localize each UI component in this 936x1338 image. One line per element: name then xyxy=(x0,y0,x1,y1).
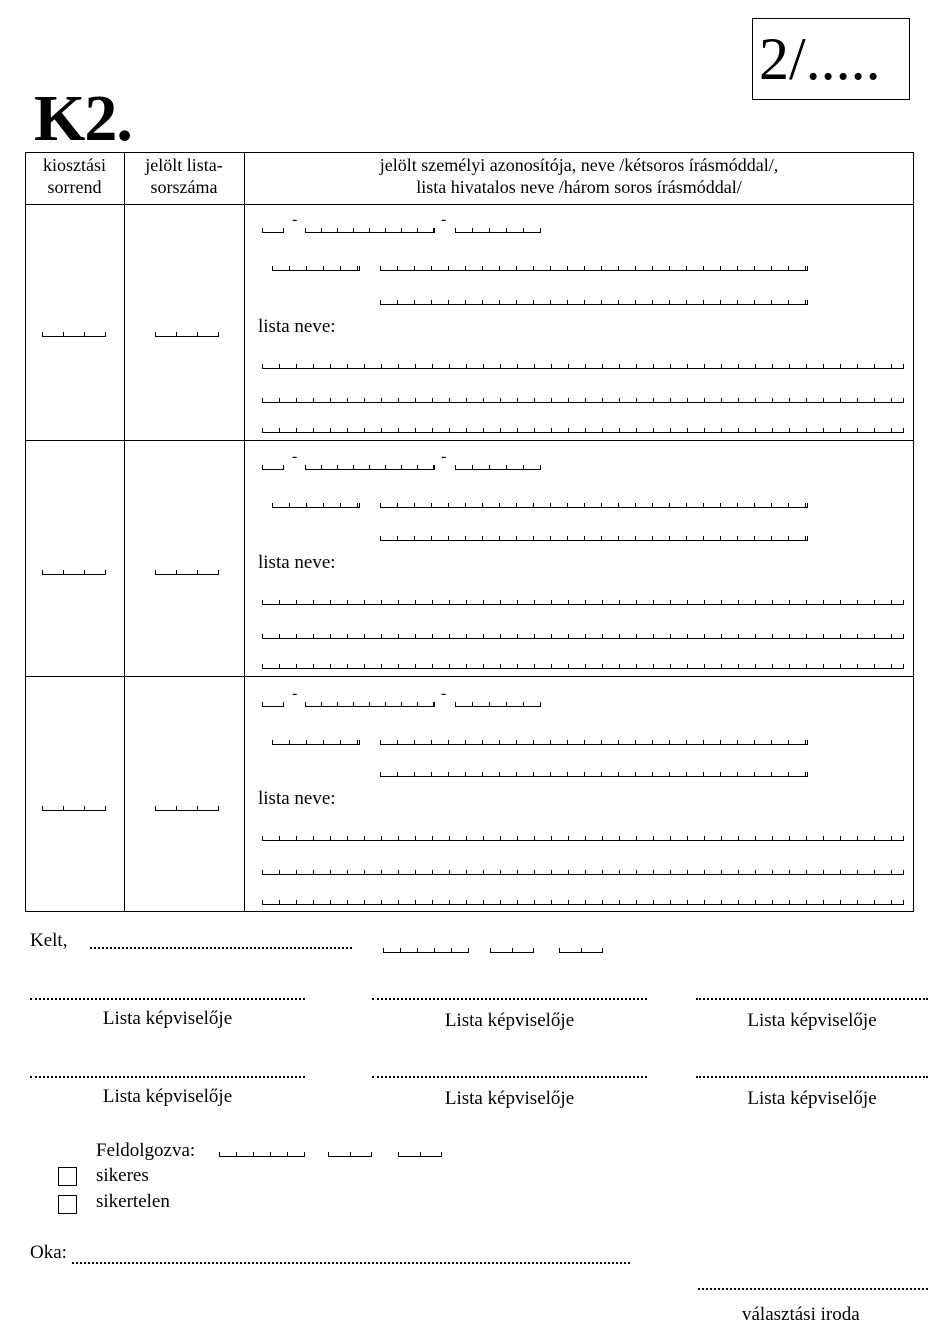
list-name-field-line3[interactable] xyxy=(262,900,904,905)
id-separator: - xyxy=(292,211,298,228)
id-field[interactable] xyxy=(262,228,284,233)
signature-line[interactable] xyxy=(696,998,928,1000)
table-divider xyxy=(124,152,125,912)
list-name-field-line3[interactable] xyxy=(262,428,904,433)
list-name-label: lista neve: xyxy=(258,552,336,573)
representative-label: Lista képviselője xyxy=(444,1010,575,1031)
header-candidate-info xyxy=(244,154,914,204)
table-divider xyxy=(25,440,914,441)
id-field[interactable] xyxy=(262,702,284,707)
reason-label: Oka: xyxy=(30,1242,67,1263)
order-field[interactable] xyxy=(42,570,106,575)
id-separator: - xyxy=(441,685,447,702)
name-field-line2[interactable] xyxy=(380,300,808,305)
table-divider xyxy=(25,676,914,677)
date-label: Kelt, xyxy=(30,930,68,951)
representative-label: Lista képviselője xyxy=(102,1086,233,1107)
list-name-field-line2[interactable] xyxy=(262,398,904,403)
list-name-label: lista neve: xyxy=(258,788,336,809)
processed-day-field[interactable] xyxy=(398,1152,442,1157)
office-label: választási iroda xyxy=(742,1304,860,1325)
list-number-field[interactable] xyxy=(155,332,219,337)
date-day-field[interactable] xyxy=(559,948,603,953)
list-number-field[interactable] xyxy=(155,806,219,811)
processed-month-field[interactable] xyxy=(328,1152,372,1157)
header-candidate-line1: jelölt személyi azonosítója, neve /kétsoros írásmóddal/, xyxy=(379,155,779,175)
id-separator: - xyxy=(292,685,298,702)
name-prefix-field[interactable] xyxy=(272,740,360,745)
signature-line[interactable] xyxy=(372,998,647,1000)
id-field[interactable] xyxy=(262,465,284,470)
list-name-field-line2[interactable] xyxy=(262,870,904,875)
failure-label: sikertelen xyxy=(96,1191,170,1212)
name-field-line1[interactable] xyxy=(380,503,808,508)
name-field-line2[interactable] xyxy=(380,536,808,541)
representative-label: Lista képviselője xyxy=(102,1008,233,1029)
list-number-field[interactable] xyxy=(155,570,219,575)
list-name-field-line1[interactable] xyxy=(262,836,904,841)
list-name-field-line2[interactable] xyxy=(262,634,904,639)
name-field-line1[interactable] xyxy=(380,266,808,271)
id-field[interactable] xyxy=(305,228,435,233)
signature-line[interactable] xyxy=(30,1076,305,1078)
list-name-field-line3[interactable] xyxy=(262,664,904,669)
representative-label: Lista képviselője xyxy=(747,1010,877,1031)
order-field[interactable] xyxy=(42,806,106,811)
name-prefix-field[interactable] xyxy=(272,266,360,271)
table-divider xyxy=(244,152,245,912)
date-month-field[interactable] xyxy=(490,948,534,953)
page-number-box: 2/..... xyxy=(752,18,910,100)
name-prefix-field[interactable] xyxy=(272,503,360,508)
form-code: K2. xyxy=(34,82,132,155)
name-field-line2[interactable] xyxy=(380,772,808,777)
signature-line[interactable] xyxy=(30,998,305,1000)
id-field[interactable] xyxy=(455,465,541,470)
processed-label: Feldolgozva: xyxy=(96,1140,196,1161)
signature-line[interactable] xyxy=(696,1076,928,1078)
signature-line[interactable] xyxy=(372,1076,647,1078)
id-field[interactable] xyxy=(455,702,541,707)
order-field[interactable] xyxy=(42,332,106,337)
date-year-field[interactable] xyxy=(383,948,469,953)
reason-field[interactable] xyxy=(72,1262,630,1264)
table-divider xyxy=(25,204,914,205)
list-name-label: lista neve: xyxy=(258,316,336,337)
representative-label: Lista képviselője xyxy=(444,1088,575,1109)
header-candidate-line2: lista hivatalos neve /három soros írásmóddal/ xyxy=(416,177,742,197)
id-field[interactable] xyxy=(305,465,435,470)
id-separator: - xyxy=(441,448,447,465)
list-name-field-line1[interactable] xyxy=(262,364,904,369)
id-separator: - xyxy=(441,211,447,228)
id-separator: - xyxy=(292,448,298,465)
success-checkbox[interactable] xyxy=(58,1167,77,1186)
name-field-line1[interactable] xyxy=(380,740,808,745)
header-list-number: jelölt lista-sorszáma xyxy=(145,155,223,197)
id-field[interactable] xyxy=(455,228,541,233)
place-field[interactable] xyxy=(90,947,352,949)
success-label: sikeres xyxy=(96,1165,149,1186)
failure-checkbox[interactable] xyxy=(58,1195,77,1214)
id-field[interactable] xyxy=(305,702,435,707)
processed-year-field[interactable] xyxy=(219,1152,305,1157)
header-order: kiosztási sorrend xyxy=(43,155,106,197)
office-signature-line[interactable] xyxy=(698,1288,928,1290)
list-name-field-line1[interactable] xyxy=(262,600,904,605)
representative-label: Lista képviselője xyxy=(747,1088,877,1109)
